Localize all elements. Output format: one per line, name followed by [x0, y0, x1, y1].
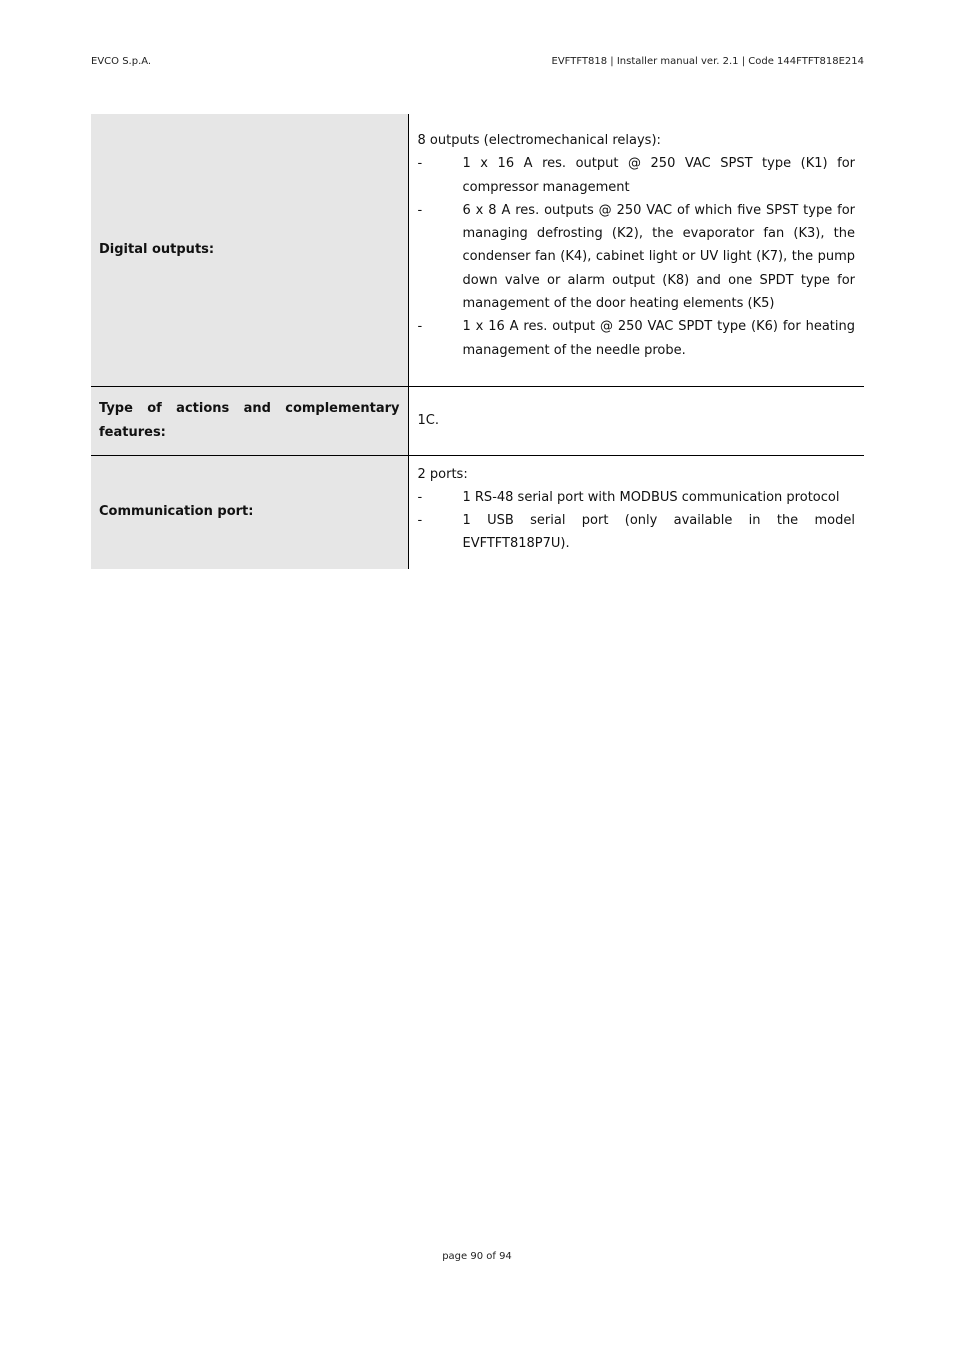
table-row: [91, 455, 864, 569]
value-intro: 8 outputs (electromechanical relays):: [417, 133, 661, 148]
bullet-marker: -: [417, 513, 423, 529]
row-value-communication-port: [408, 455, 864, 569]
list-item: [418, 152, 856, 199]
value-intro: 2 ports:: [417, 466, 468, 482]
row-label-digital-outputs: Digital outputs:: [91, 114, 408, 386]
list-item: [418, 509, 856, 556]
bullet-list: [418, 152, 856, 362]
bullet-list: [418, 486, 856, 556]
row-label-actions: Type of actions and complementary features:: [91, 386, 408, 455]
list-item-text: 1 x 16 A res. output @ 250 VAC SPDT type (K6) for heating management of the needle probe.: [462, 319, 855, 358]
header-company: EVCO S.p.A.: [91, 56, 152, 67]
bullet-marker: -: [417, 202, 423, 218]
list-item: [418, 199, 856, 315]
list-item-text: 6 x 8 A res. outputs @ 250 VAC of which five SPST type for managing defrosting (K2), the evaporator fan (K3), the condenser fan (K4), cabinet light or UV light (K7), the pump down valve or alarm output (K8) and one SPDT type for management of the door heating elements (K5): [462, 202, 855, 312]
row-value-digital-outputs: [408, 114, 864, 386]
list-item-text: 1 USB serial port (only available in the model EVFTFT818P7U).: [462, 513, 855, 552]
table-row: [91, 114, 864, 386]
list-item-text: 1 x 16 A res. output @ 250 VAC SPST type (K1) for compressor management: [462, 156, 855, 195]
row-value-actions: 1C.: [408, 386, 864, 455]
list-item: [418, 315, 856, 362]
table-row: [91, 386, 864, 455]
page-number: page 90 of 94: [442, 1251, 512, 1262]
row-label-communication-port: Communication port:: [91, 455, 408, 569]
list-item: [418, 486, 856, 509]
bullet-marker: -: [417, 489, 423, 505]
specifications-table: [91, 114, 864, 569]
bullet-marker: -: [417, 156, 423, 172]
header-document-info: EVFTFT818 | Installer manual ver. 2.1 | Code 144FTFT818E214: [551, 56, 864, 67]
bullet-marker: -: [417, 319, 423, 335]
list-item-text: 1 RS-48 serial port with MODBUS communication protocol: [462, 489, 840, 505]
